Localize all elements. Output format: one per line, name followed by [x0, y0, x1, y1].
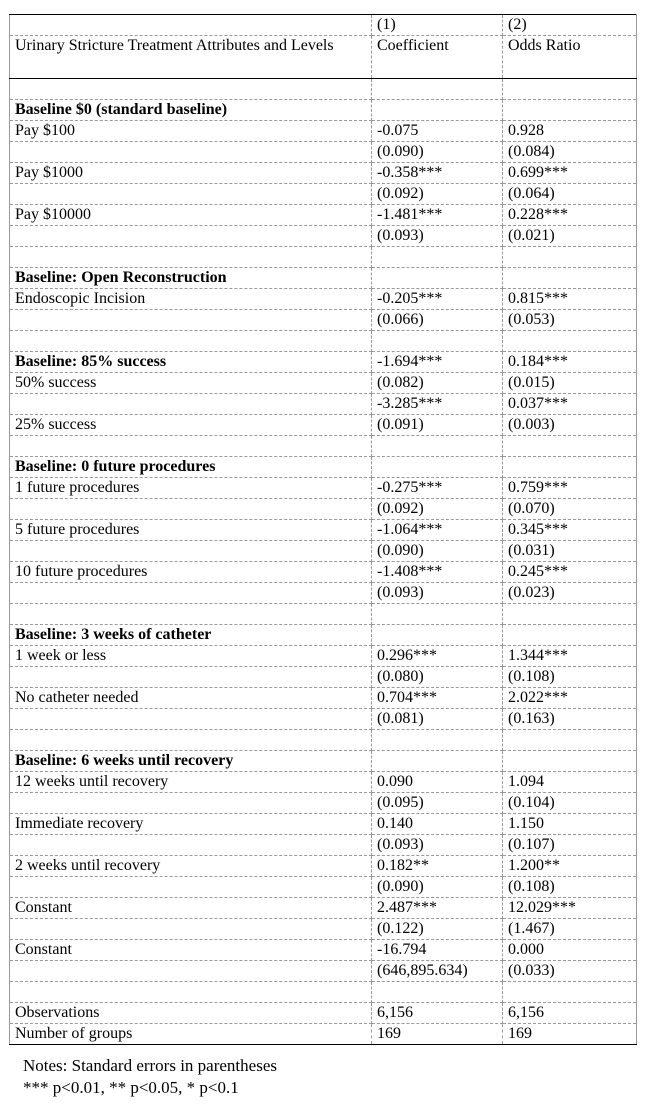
table-row	[10, 583, 637, 604]
odds-ratio-cell: 0.000	[503, 940, 637, 961]
table-row	[10, 310, 637, 331]
coefficient-cell: (0.092)	[372, 184, 503, 205]
table-row	[10, 835, 637, 856]
table-row	[10, 856, 637, 877]
coefficient-cell: (0.090)	[372, 877, 503, 898]
header-row-names	[10, 36, 637, 79]
table-row	[10, 142, 637, 163]
table-row	[10, 436, 637, 457]
coefficient-cell: 0.182**	[372, 856, 503, 877]
notes-significance-levels: *** p<0.01, ** p<0.05, * p<0.1	[23, 1078, 239, 1097]
row-label-cell: Baseline: 0 future procedures	[10, 457, 372, 478]
odds-ratio-cell: 0.928	[503, 121, 637, 142]
table-row	[10, 457, 637, 478]
row-label-cell: 1 week or less	[10, 646, 372, 667]
table-row	[10, 772, 637, 793]
table-row	[10, 814, 637, 835]
odds-ratio-cell: (0.108)	[503, 877, 637, 898]
table-row	[10, 394, 637, 415]
odds-ratio-cell: (0.104)	[503, 793, 637, 814]
table-row	[10, 373, 637, 394]
odds-ratio-cell: (0.084)	[503, 142, 637, 163]
odds-ratio-cell	[503, 982, 637, 1003]
column-name-coefficient: Coefficient	[372, 36, 503, 79]
coefficient-cell: (0.081)	[372, 709, 503, 730]
odds-ratio-cell: 2.022***	[503, 688, 637, 709]
odds-ratio-cell: 0.699***	[503, 163, 637, 184]
table-row	[10, 625, 637, 646]
odds-ratio-cell	[503, 751, 637, 772]
coefficient-cell: -1.694***	[372, 352, 503, 373]
coefficient-cell: -16.794	[372, 940, 503, 961]
row-label-cell	[10, 709, 372, 730]
odds-ratio-cell: (0.064)	[503, 184, 637, 205]
row-label-cell: Baseline: 6 weeks until recovery	[10, 751, 372, 772]
header-empty-cell	[10, 15, 372, 36]
coefficient-cell	[372, 604, 503, 625]
odds-ratio-cell: (1.467)	[503, 919, 637, 940]
row-label-cell: Pay $100	[10, 121, 372, 142]
row-label-cell	[10, 436, 372, 457]
row-label-cell: 25% success	[10, 415, 372, 436]
row-label-cell: Pay $1000	[10, 163, 372, 184]
coefficient-cell: 6,156	[372, 1003, 503, 1024]
coefficient-cell	[372, 100, 503, 121]
odds-ratio-cell	[503, 604, 637, 625]
coefficient-cell: 2.487***	[372, 898, 503, 919]
odds-ratio-cell: 0.759***	[503, 478, 637, 499]
row-label-cell	[10, 310, 372, 331]
table-row	[10, 562, 637, 583]
coefficient-cell: (646,895.634)	[372, 961, 503, 982]
coefficient-cell: 0.140	[372, 814, 503, 835]
odds-ratio-cell: 1.200**	[503, 856, 637, 877]
table-row	[10, 520, 637, 541]
odds-ratio-cell: (0.015)	[503, 373, 637, 394]
row-label-cell	[10, 604, 372, 625]
row-label-cell: 12 weeks until recovery	[10, 772, 372, 793]
table-row	[10, 1003, 637, 1024]
coefficient-cell	[372, 268, 503, 289]
odds-ratio-cell: 0.245***	[503, 562, 637, 583]
table-row	[10, 877, 637, 898]
row-label-cell: Immediate recovery	[10, 814, 372, 835]
row-label-cell	[10, 499, 372, 520]
regression-table	[9, 14, 637, 1045]
table-row	[10, 415, 637, 436]
coefficient-cell: (0.093)	[372, 226, 503, 247]
coefficient-cell: (0.082)	[372, 373, 503, 394]
table-row	[10, 793, 637, 814]
row-label-cell	[10, 667, 372, 688]
row-label-cell: 1 future procedures	[10, 478, 372, 499]
row-label-cell: Endoscopic Incision	[10, 289, 372, 310]
row-label-cell: Baseline: 3 weeks of catheter	[10, 625, 372, 646]
table-row	[10, 121, 637, 142]
odds-ratio-cell	[503, 625, 637, 646]
table-row	[10, 667, 637, 688]
header-row-numbers	[10, 15, 637, 36]
row-label-cell: Pay $10000	[10, 205, 372, 226]
row-label-cell	[10, 331, 372, 352]
row-label-cell: No catheter needed	[10, 688, 372, 709]
row-label-cell	[10, 79, 372, 100]
odds-ratio-cell	[503, 100, 637, 121]
row-label-cell	[10, 541, 372, 562]
odds-ratio-cell: 0.037***	[503, 394, 637, 415]
column-number-2: (2)	[503, 15, 637, 36]
row-label-cell: Baseline: Open Reconstruction	[10, 268, 372, 289]
table-row	[10, 226, 637, 247]
coefficient-cell: -0.205***	[372, 289, 503, 310]
row-label-cell	[10, 142, 372, 163]
row-label-cell	[10, 184, 372, 205]
coefficient-cell: (0.090)	[372, 541, 503, 562]
coefficient-cell	[372, 625, 503, 646]
odds-ratio-cell: 1.344***	[503, 646, 637, 667]
coefficient-cell: 0.704***	[372, 688, 503, 709]
row-label-cell	[10, 835, 372, 856]
odds-ratio-cell: (0.023)	[503, 583, 637, 604]
table-row	[10, 352, 637, 373]
row-label-cell	[10, 982, 372, 1003]
table-row	[10, 184, 637, 205]
odds-ratio-cell	[503, 268, 637, 289]
table-row	[10, 478, 637, 499]
coefficient-cell	[372, 751, 503, 772]
odds-ratio-cell	[503, 247, 637, 268]
regression-table-container	[9, 14, 636, 1045]
odds-ratio-cell: (0.163)	[503, 709, 637, 730]
odds-ratio-cell: (0.031)	[503, 541, 637, 562]
table-row	[10, 751, 637, 772]
table-notes	[23, 1055, 277, 1099]
odds-ratio-cell: 0.345***	[503, 520, 637, 541]
coefficient-cell: -1.481***	[372, 205, 503, 226]
table-row	[10, 163, 637, 184]
coefficient-cell: (0.080)	[372, 667, 503, 688]
coefficient-cell	[372, 247, 503, 268]
coefficient-cell	[372, 730, 503, 751]
table-row	[10, 205, 637, 226]
odds-ratio-cell: (0.070)	[503, 499, 637, 520]
coefficient-cell: -0.075	[372, 121, 503, 142]
coefficient-cell	[372, 331, 503, 352]
row-label-cell	[10, 226, 372, 247]
coefficient-cell: 0.090	[372, 772, 503, 793]
coefficient-cell: -0.275***	[372, 478, 503, 499]
table-row	[10, 247, 637, 268]
odds-ratio-cell: (0.053)	[503, 310, 637, 331]
row-label-cell	[10, 730, 372, 751]
row-label-cell	[10, 793, 372, 814]
odds-ratio-cell: (0.021)	[503, 226, 637, 247]
odds-ratio-cell: 0.184***	[503, 352, 637, 373]
row-label-cell: 10 future procedures	[10, 562, 372, 583]
table-row	[10, 79, 637, 100]
table-row	[10, 646, 637, 667]
row-label-cell	[10, 247, 372, 268]
row-label-cell: Constant	[10, 940, 372, 961]
coefficient-cell: (0.090)	[372, 142, 503, 163]
coefficient-cell: -3.285***	[372, 394, 503, 415]
table-row	[10, 709, 637, 730]
coefficient-cell: 0.296***	[372, 646, 503, 667]
coefficient-cell: (0.122)	[372, 919, 503, 940]
row-label-cell	[10, 919, 372, 940]
odds-ratio-cell: 6,156	[503, 1003, 637, 1024]
odds-ratio-cell	[503, 730, 637, 751]
table-row	[10, 499, 637, 520]
table-row	[10, 1024, 637, 1045]
table-row	[10, 604, 637, 625]
coefficient-cell: (0.095)	[372, 793, 503, 814]
row-label-cell: Baseline $0 (standard baseline)	[10, 100, 372, 121]
odds-ratio-cell	[503, 331, 637, 352]
odds-ratio-cell: 0.228***	[503, 205, 637, 226]
coefficient-cell: (0.092)	[372, 499, 503, 520]
odds-ratio-cell: 169	[503, 1024, 637, 1045]
row-label-cell	[10, 961, 372, 982]
coefficient-cell: 169	[372, 1024, 503, 1045]
coefficient-cell: -0.358***	[372, 163, 503, 184]
row-label-cell	[10, 394, 372, 415]
row-label-cell: Observations	[10, 1003, 372, 1024]
odds-ratio-cell	[503, 79, 637, 100]
table-row	[10, 961, 637, 982]
table-row	[10, 100, 637, 121]
row-label-header: Urinary Stricture Treatment Attributes and Levels	[10, 36, 372, 79]
row-label-cell	[10, 877, 372, 898]
row-label-cell: 2 weeks until recovery	[10, 856, 372, 877]
row-label-cell: 5 future procedures	[10, 520, 372, 541]
column-number-1: (1)	[372, 15, 503, 36]
row-label-cell	[10, 583, 372, 604]
coefficient-cell: (0.066)	[372, 310, 503, 331]
table-row	[10, 982, 637, 1003]
table-row	[10, 919, 637, 940]
table-row	[10, 730, 637, 751]
odds-ratio-cell: (0.107)	[503, 835, 637, 856]
coefficient-cell	[372, 79, 503, 100]
coefficient-cell: (0.093)	[372, 583, 503, 604]
table-row	[10, 541, 637, 562]
coefficient-cell	[372, 436, 503, 457]
table-row	[10, 688, 637, 709]
row-label-cell: Baseline: 85% success	[10, 352, 372, 373]
table-body	[10, 15, 637, 1045]
odds-ratio-cell: (0.108)	[503, 667, 637, 688]
table-row	[10, 898, 637, 919]
coefficient-cell	[372, 457, 503, 478]
table-row	[10, 268, 637, 289]
coefficient-cell	[372, 982, 503, 1003]
odds-ratio-cell: 12.029***	[503, 898, 637, 919]
row-label-cell: Number of groups	[10, 1024, 372, 1045]
odds-ratio-cell	[503, 436, 637, 457]
row-label-cell: Constant	[10, 898, 372, 919]
odds-ratio-cell: (0.003)	[503, 415, 637, 436]
coefficient-cell: -1.408***	[372, 562, 503, 583]
odds-ratio-cell: 1.150	[503, 814, 637, 835]
odds-ratio-cell	[503, 457, 637, 478]
column-name-odds-ratio: Odds Ratio	[503, 36, 637, 79]
row-label-cell: 50% success	[10, 373, 372, 394]
notes-standard-errors: Notes: Standard errors in parentheses	[23, 1056, 277, 1075]
table-row	[10, 289, 637, 310]
coefficient-cell: (0.091)	[372, 415, 503, 436]
odds-ratio-cell: 1.094	[503, 772, 637, 793]
coefficient-cell: -1.064***	[372, 520, 503, 541]
table-row	[10, 331, 637, 352]
coefficient-cell: (0.093)	[372, 835, 503, 856]
odds-ratio-cell: (0.033)	[503, 961, 637, 982]
table-row	[10, 940, 637, 961]
odds-ratio-cell: 0.815***	[503, 289, 637, 310]
